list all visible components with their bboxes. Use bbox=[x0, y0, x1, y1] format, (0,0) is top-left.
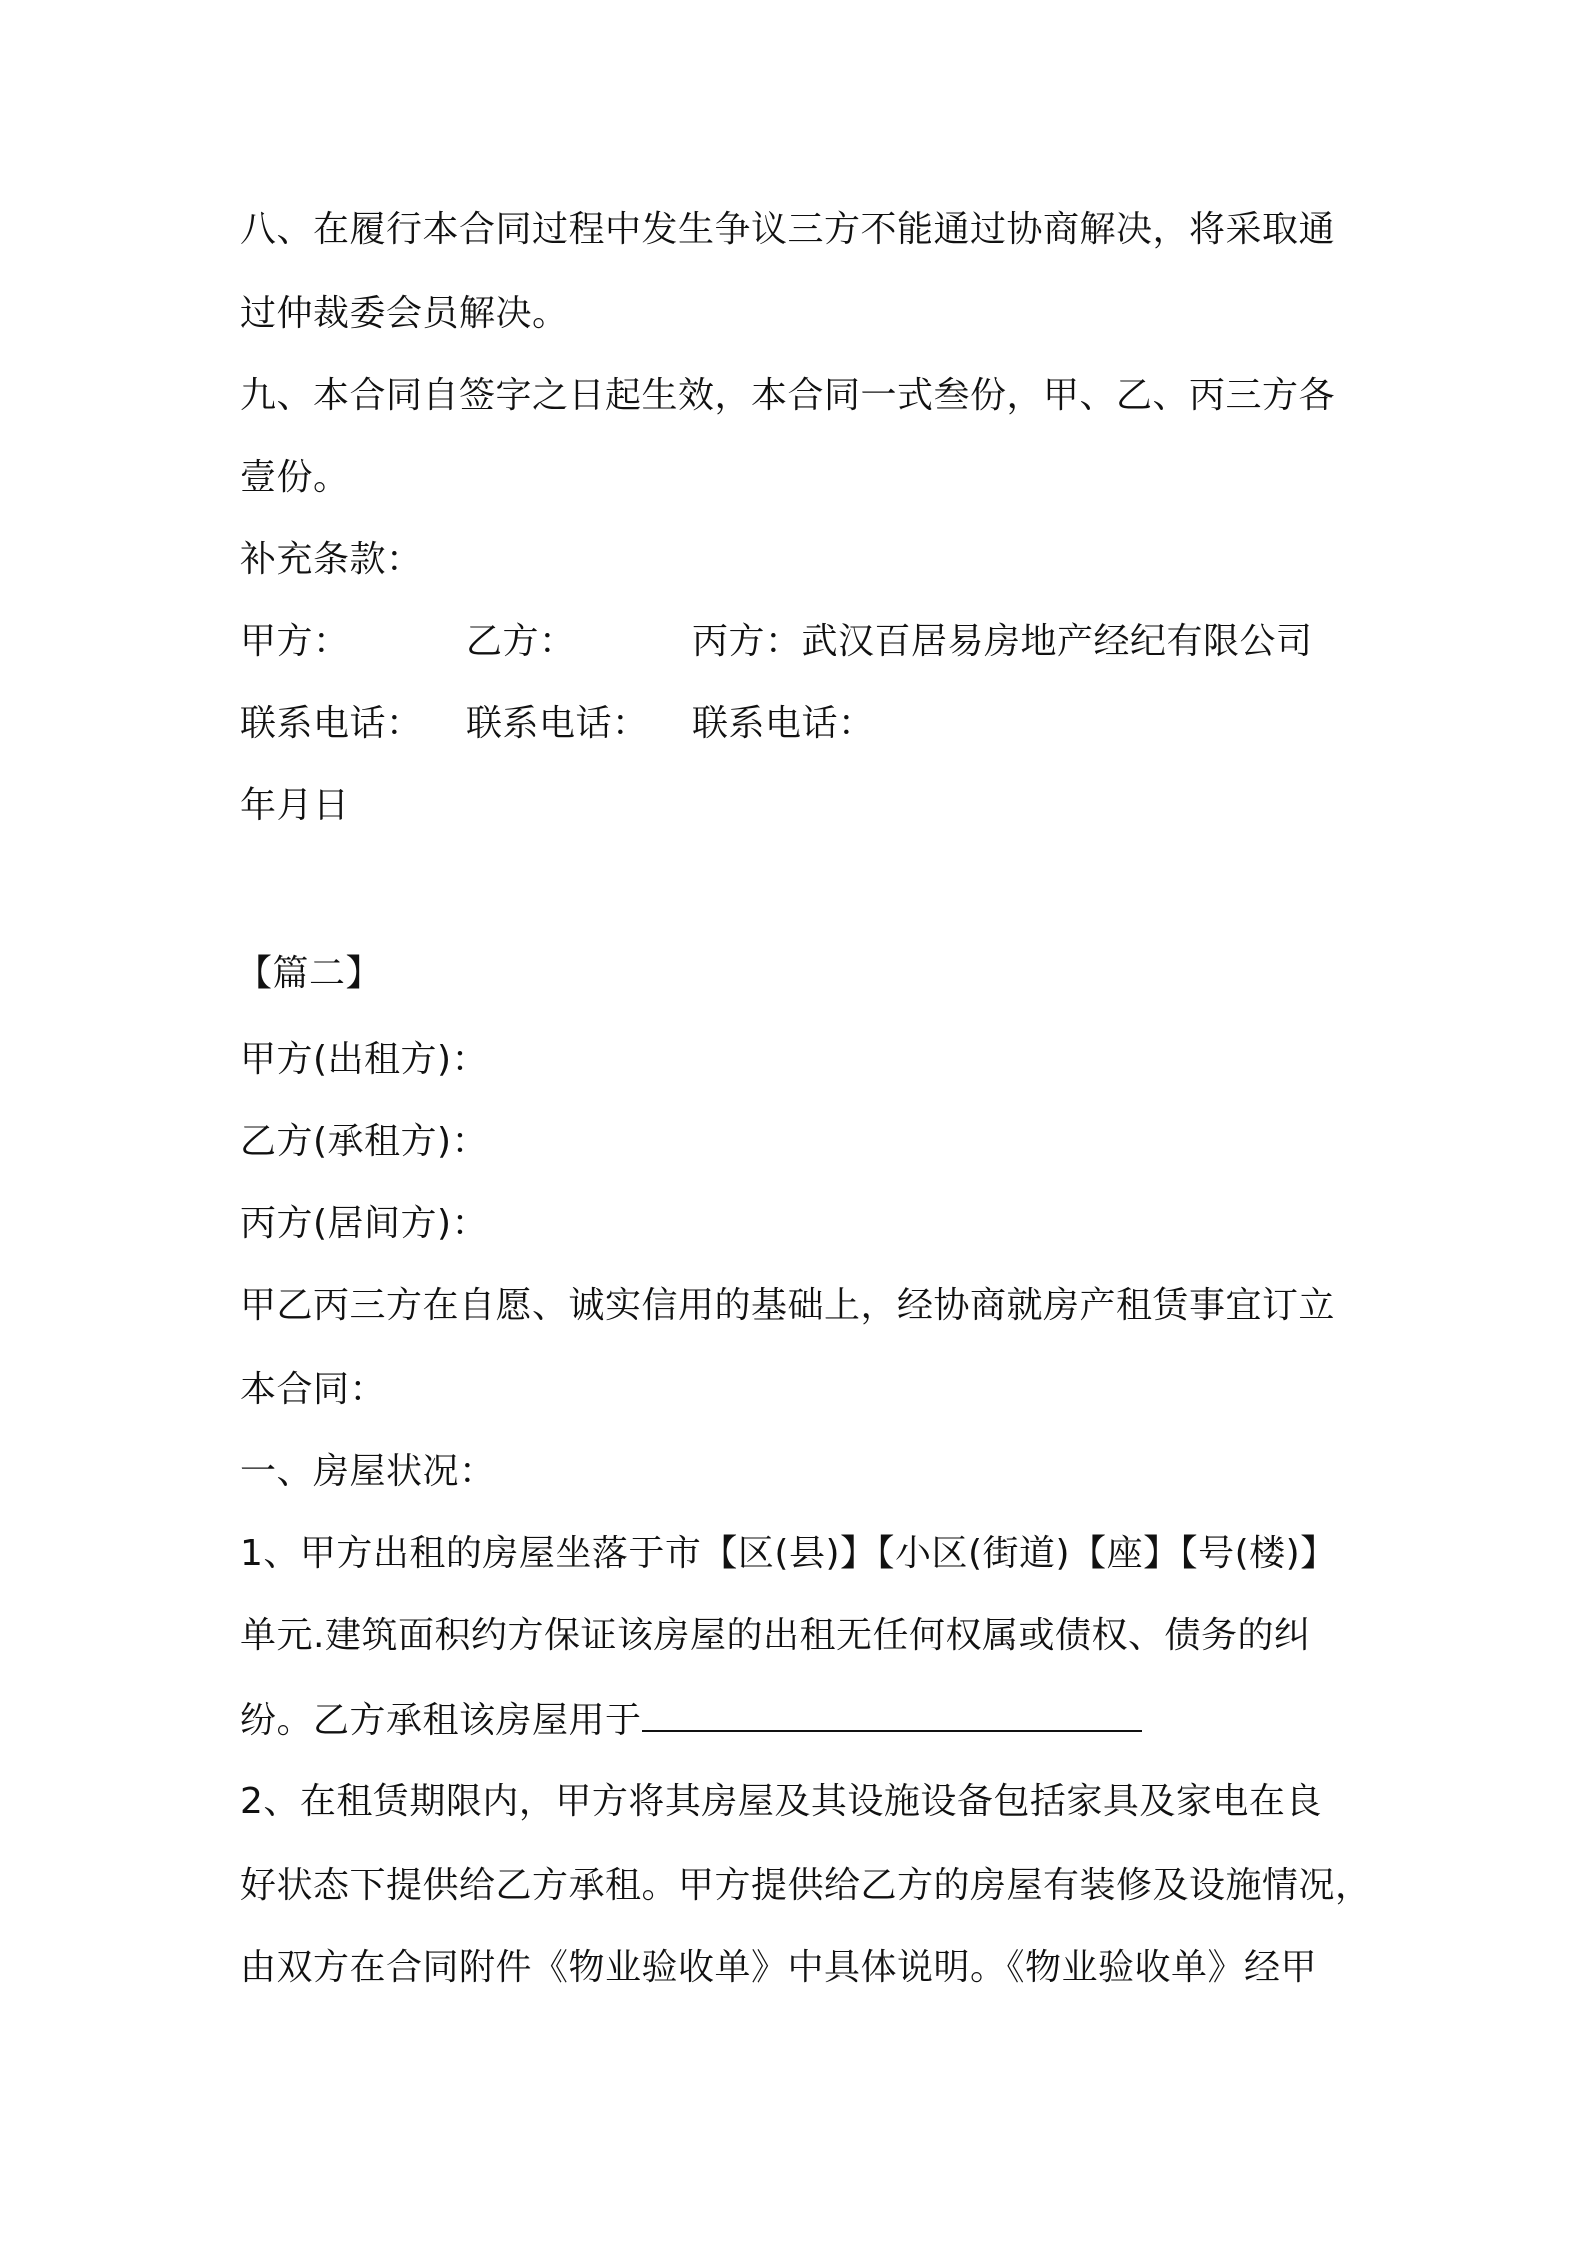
clause-8-line-1: 八、在履行本合同过程中发生争议三方不能通过协商解决，将采取通 bbox=[240, 209, 1336, 250]
item-1-line-3-text: 纷。乙方承租该房屋用于 bbox=[240, 1700, 642, 1741]
intro-line-1: 甲乙丙三方在自愿、诚实信用的基础上，经协商就房产租赁事宜订立 bbox=[240, 1285, 1336, 1326]
phone-row bbox=[240, 700, 1340, 748]
item-1-line-3 bbox=[240, 1696, 1142, 1745]
party-b-label: 乙方： bbox=[466, 621, 576, 662]
phone-c-label: 联系电话： bbox=[692, 703, 875, 744]
item-2-line-2: 好状态下提供给乙方承租。甲方提供给乙方的房屋有装修及设施情况， bbox=[240, 1865, 1372, 1906]
intro-line-2: 本合同： bbox=[240, 1369, 387, 1410]
item-1-line-2: 单元.建筑面积约方保证该房屋的出租无任何权属或债权、债务的纠 bbox=[240, 1615, 1311, 1656]
party-c-agent: 丙方(居间方)： bbox=[240, 1203, 489, 1244]
date-line: 年月日 bbox=[240, 785, 350, 826]
clause-8-line-2: 过仲裁委会员解决。 bbox=[240, 293, 569, 334]
clause-9-line-2: 壹份。 bbox=[240, 457, 350, 498]
phone-a-label: 联系电话： bbox=[240, 703, 423, 744]
supplement-heading: 补充条款： bbox=[240, 539, 423, 580]
signature-row bbox=[240, 618, 1340, 666]
item-1-line-1: 1、甲方出租的房屋坐落于市【区(县)】【小区(街道)【座】【号(楼)】 bbox=[240, 1533, 1337, 1574]
phone-b-label: 联系电话： bbox=[466, 703, 649, 744]
party-b-lessee: 乙方(承租方)： bbox=[240, 1121, 489, 1162]
section-1-title: 一、房屋状况： bbox=[240, 1451, 496, 1492]
section-heading-part2: 【篇二】 bbox=[236, 953, 383, 994]
party-a-label: 甲方： bbox=[240, 621, 350, 662]
party-c-label: 丙方：武汉百居易房地产经纪有限公司 bbox=[692, 621, 1313, 662]
clause-9-line-1: 九、本合同自签字之日起生效，本合同一式叁份，甲、乙、丙三方各 bbox=[240, 375, 1336, 416]
item-2-line-1: 2、在租赁期限内，甲方将其房屋及其设施设备包括家具及家电在良 bbox=[240, 1781, 1322, 1822]
party-a-lessor: 甲方(出租方)： bbox=[240, 1039, 489, 1080]
usage-blank-field bbox=[642, 1696, 1142, 1732]
item-2-line-3: 由双方在合同附件《物业验收单》中具体说明。《物业验收单》经甲 bbox=[240, 1947, 1318, 1988]
